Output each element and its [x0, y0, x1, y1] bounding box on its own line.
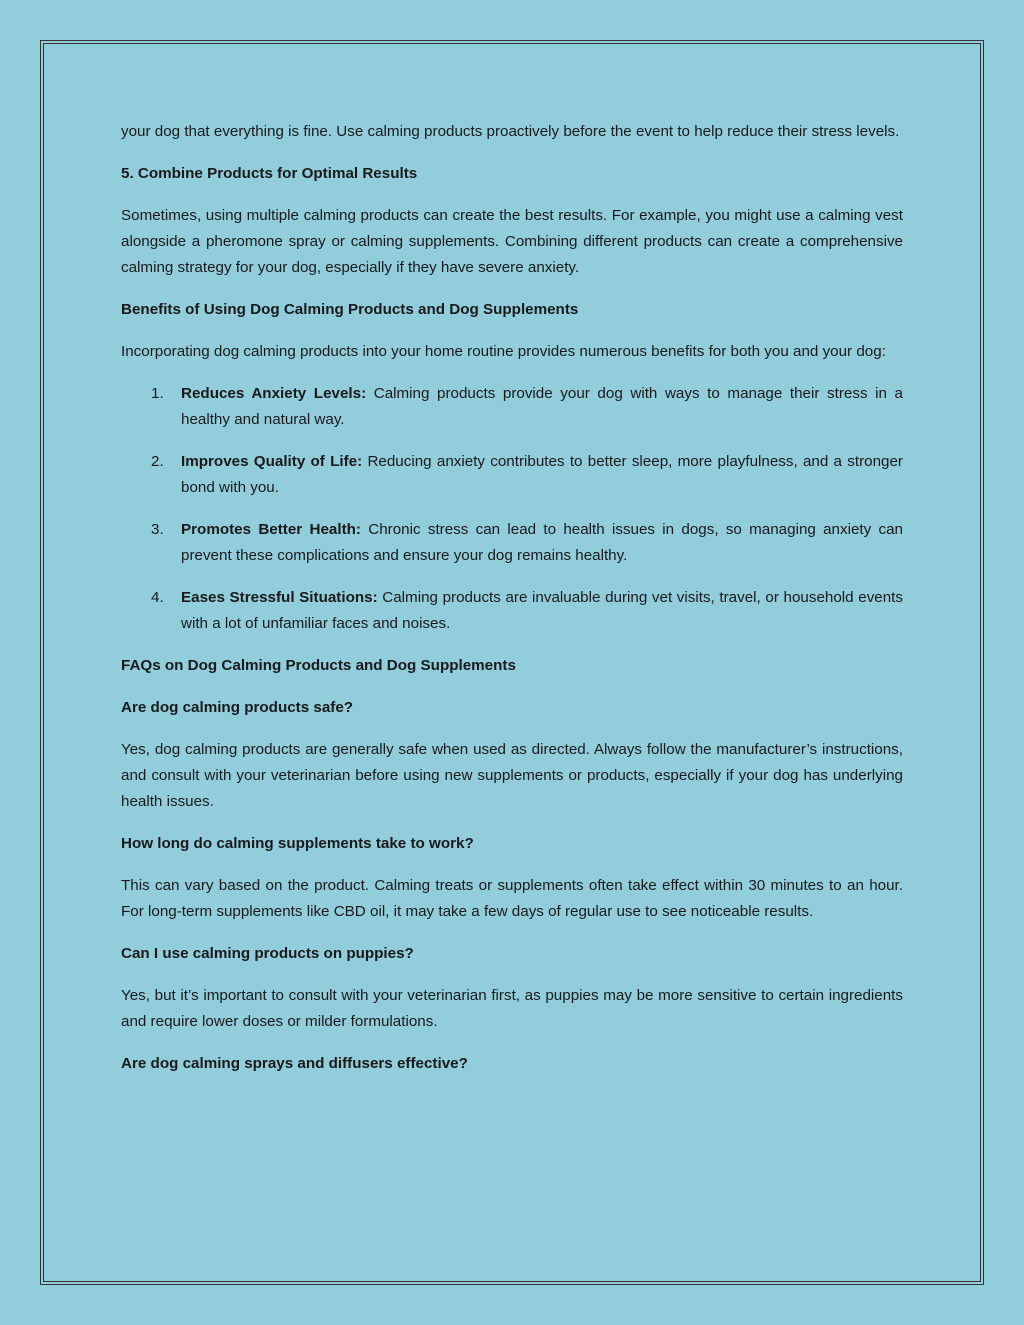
section5-paragraph: Sometimes, using multiple calming products can create the best results. For example, you might use a calming vest alongside a pheromone spray or calming supplements. Combining different products can create a comprehensive calming strategy for your dog, especially if they have severe anxiety. [121, 207, 903, 276]
faq-question-3: Can I use calming products on puppies? [121, 945, 414, 962]
document-body [121, 119, 903, 1077]
list-item-number: 4. [151, 589, 164, 606]
faq-question-2: How long do calming supplements take to work? [121, 835, 474, 852]
faq-question-4: Are dog calming sprays and diffusers effective? [121, 1055, 468, 1072]
list-item-text: Reducing anxiety contributes to better sleep, more playfulness, and a stronger bond with you. [181, 453, 903, 496]
benefits-list [121, 381, 903, 637]
benefits-heading: Benefits of Using Dog Calming Products and Dog Supplements [121, 301, 579, 318]
list-item-number: 3. [151, 521, 164, 538]
list-item-text: Chronic stress can lead to health issues in dogs, so managing anxiety can prevent these complications and ensure your dog remains healthy. [181, 521, 903, 564]
intro-continuation-paragraph: your dog that everything is fine. Use calming products proactively before the event to help reduce their stress levels. [121, 123, 900, 140]
list-item-term: Promotes Better Health: [181, 521, 361, 538]
list-item [121, 449, 903, 501]
list-item [121, 585, 903, 637]
list-item-text: Calming products provide your dog with ways to manage their stress in a healthy and natural way. [181, 385, 903, 428]
benefits-intro-paragraph: Incorporating dog calming products into your home routine provides numerous benefits for both you and your dog: [121, 343, 886, 360]
list-item-number: 2. [151, 453, 164, 470]
section5-heading: 5. Combine Products for Optimal Results [121, 165, 418, 182]
faq-answer-2: This can vary based on the product. Calming treats or supplements often take effect within 30 minutes to an hour. For long-term supplements like CBD oil, it may take a few days of regular use to see noticeable results. [121, 877, 903, 920]
list-item-term: Eases Stressful Situations: [181, 589, 378, 606]
faqs-heading: FAQs on Dog Calming Products and Dog Supplements [121, 657, 516, 674]
list-item [121, 381, 903, 433]
list-item [121, 517, 903, 569]
faq-answer-1: Yes, dog calming products are generally safe when used as directed. Always follow the manufacturer’s instructions, and consult with your veterinarian before using new supplements or products, especially if your dog has underlying health issues. [121, 741, 903, 810]
list-item-text: Calming products are invaluable during vet visits, travel, or household events with a lot of unfamiliar faces and noises. [181, 589, 903, 632]
faq-answer-3: Yes, but it’s important to consult with your veterinarian first, as puppies may be more sensitive to certain ingredients and require lower doses or milder formulations. [121, 987, 903, 1030]
list-item-number: 1. [151, 385, 164, 402]
faq-question-1: Are dog calming products safe? [121, 699, 354, 716]
list-item-term: Improves Quality of Life: [181, 453, 363, 470]
list-item-term: Reduces Anxiety Levels: [181, 385, 367, 402]
